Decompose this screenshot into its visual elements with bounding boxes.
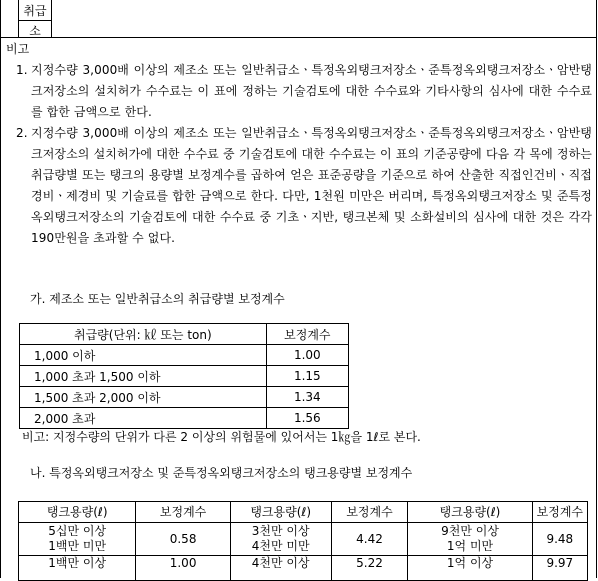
- header-row: [0, 0, 597, 38]
- capacity-from: 3천만 이상: [251, 524, 310, 538]
- column-header: 보정계수: [136, 502, 230, 523]
- remarks-title: 비고: [6, 42, 30, 56]
- table-cell: 4.42: [331, 523, 408, 556]
- table-row: [19, 523, 588, 556]
- remark-item-2-text: 지정수량 3,000배 이상의 제조소 또는 일반취급소ㆍ특정옥외탱크저장소ㆍ준특정옥외탱크저장소ㆍ암반탱크저장소의 설치허가에 대한 수수료 중 기술검토에 대한 수수료는 이 표의 기준공량에 다음 각 목에 정하는 취급량별 또는 탱크의 용량별 보정계수를 곱하여 얻은 표준공량을 기준으로 하여 산출한 직접인건비ㆍ직접경비ㆍ제경비 및 기술료를 합한 금액으로 한다. 다만, 1천원 미만은 버리며, 특정옥외탱크저장소 및 준특정옥외탱크저장소의 기술검토에 대한 수수료 중 기초ㆍ지반, 탱크본체 및 소화설비의 심사에 대한 것은 각각 190만원을 초과할 수 없다.: [31, 126, 592, 245]
- table-cell: 1.34: [266, 387, 348, 408]
- table-cell: 0.58: [136, 523, 230, 556]
- table-cell: 1백만 이상: [19, 556, 136, 581]
- remark-item-1: [16, 60, 592, 123]
- header-cell-divider: [19, 20, 51, 21]
- handling-amount-table: [19, 323, 349, 429]
- table-row: [20, 345, 349, 366]
- table-cell: 4천만 이상: [230, 556, 331, 581]
- capacity-from: 5십만 이상: [48, 524, 107, 538]
- header-cell-text: [19, 3, 51, 39]
- column-header: 탱크용량(ℓ): [408, 502, 532, 523]
- remark-item-1-number: 1.: [16, 63, 28, 77]
- table-cell: 1,500 초과 2,000 이하: [20, 387, 267, 408]
- capacity-to: 1억 미만: [446, 539, 494, 553]
- table-cell: [19, 523, 136, 556]
- table-cell: 1억 이상: [408, 556, 532, 581]
- table-cell: 1.15: [266, 366, 348, 387]
- section-b-title: 나. 특정옥외탱크저장소 및 준특정옥외탱크저장소의 탱크용량별 보정계수: [30, 466, 413, 480]
- remark-item-2: [16, 123, 592, 249]
- table-cell: 1,000 이하: [20, 345, 267, 366]
- capacity-to: 1백만 미만: [48, 539, 107, 553]
- header-cell-line1: 취급: [23, 4, 47, 18]
- column-header: 취급량(단위: ㎘ 또는 ton): [20, 324, 267, 345]
- table-cell: [230, 523, 331, 556]
- table-row: [20, 408, 349, 429]
- table-header-row: [19, 502, 588, 523]
- table-cell: 9.48: [532, 523, 587, 556]
- column-header: 보정계수: [532, 502, 587, 523]
- table-cell: 1.56: [266, 408, 348, 429]
- column-header: 탱크용량(ℓ): [19, 502, 136, 523]
- table-header-row: [20, 324, 349, 345]
- table-row: [20, 366, 349, 387]
- column-header: 탱크용량(ℓ): [230, 502, 331, 523]
- tank-capacity-table: [18, 501, 588, 581]
- remark-item-2-number: 2.: [16, 126, 28, 140]
- section-a-note: 비고: 지정수량의 단위가 다른 2 이상의 위험물에 있어서는 1㎏을 1ℓ로 본다.: [22, 430, 421, 444]
- table-cell: 2,000 초과: [20, 408, 267, 429]
- table-row: [20, 387, 349, 408]
- section-a-title: 가. 제조소 또는 일반취급소의 취급량별 보정계수: [30, 292, 285, 306]
- column-header: 보정계수: [266, 324, 348, 345]
- table-cell: 1,000 초과 1,500 이하: [20, 366, 267, 387]
- table-cell: 5.22: [331, 556, 408, 581]
- header-cell: [18, 0, 52, 38]
- capacity-from: 9천만 이상: [441, 524, 499, 538]
- remark-item-1-text: 지정수량 3,000배 이상의 제조소 또는 일반취급소ㆍ특정옥외탱크저장소ㆍ준특정옥외탱크저장소ㆍ암반탱크저장소의 설치허가 수수료는 이 표에 정하는 기술검토에 대한 수수료와 기타사항의 심사에 대한 수수료를 합한 금액으로 한다.: [31, 63, 592, 119]
- header-cell-line2: 소: [29, 24, 41, 38]
- table-cell: 9.97: [532, 556, 587, 581]
- table-cell: 1.00: [266, 345, 348, 366]
- column-header: 보정계수: [331, 502, 408, 523]
- table-row: [19, 556, 588, 581]
- table-cell: [408, 523, 532, 556]
- table-cell: 1.00: [136, 556, 230, 581]
- capacity-to: 4천만 미만: [251, 539, 310, 553]
